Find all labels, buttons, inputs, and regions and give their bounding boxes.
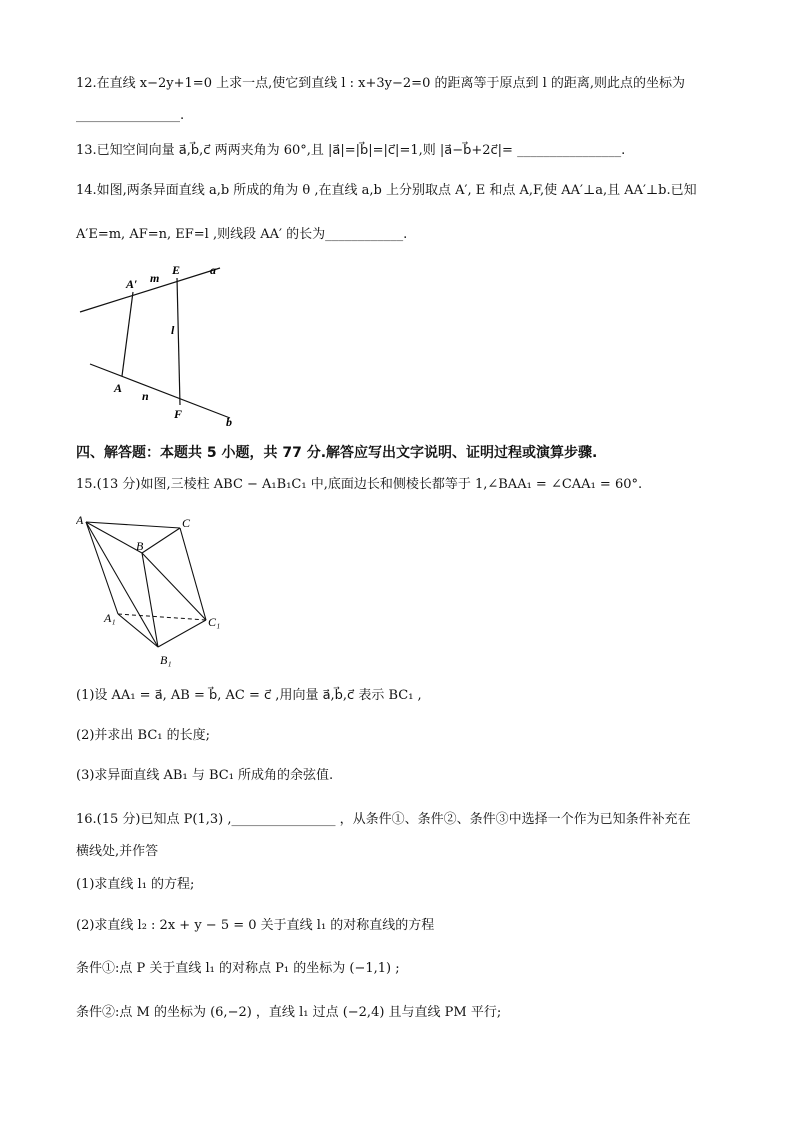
label-A: A	[76, 513, 84, 527]
segment-AA-prime	[122, 292, 133, 376]
q15-line1: 15.(13 分)如图,三棱柱 ABC − A₁B₁C₁ 中,底面边长和侧棱长都等于 1,∠BAA₁ = ∠CAA₁ = 60°.	[76, 477, 643, 492]
label-b: b	[226, 415, 232, 428]
edge-B1C1	[158, 620, 206, 647]
q15-part1: (1)设 AA₁ = a⃗, AB = b⃗, AC = c⃗ ,用向量 a⃗,b⃗,c⃗ 表示 BC₁ ,	[76, 688, 422, 703]
q12-line2: ________________.	[76, 108, 185, 123]
edge-AA1	[86, 522, 118, 614]
edge-BC	[142, 528, 180, 553]
edge-A1C1-dashed	[118, 614, 206, 620]
label-l: l	[171, 323, 175, 337]
q15-part2: (2)并求出 BC₁ 的长度;	[76, 728, 211, 743]
label-B: B	[136, 539, 144, 553]
q16-line2: 横线处,并作答	[76, 844, 159, 859]
label-C1: C₁	[208, 615, 221, 629]
q16-part2: (2)求直线 l₂ : 2x + y − 5 = 0 关于直线 l₁ 的对称直线的方程	[76, 918, 435, 933]
section4-heading: 四、解答题：本题共 5 小题，共 77 分.解答应写出文字说明、证明过程或演算步骤.	[76, 445, 598, 461]
q16-part1: (1)求直线 l₁ 的方程;	[76, 877, 195, 892]
label-A-prime: A′	[126, 277, 138, 291]
label-m: m	[150, 271, 160, 285]
edge-A1B1	[118, 614, 158, 647]
q16-line1: 16.(15 分)已知点 P(1,3) ,________________ ，从条件①、条件②、条件③中选择一个作为已知条件补充在	[76, 812, 691, 827]
q16-cond2: 条件②:点 M 的坐标为 (6,−2) ，直线 l₁ 过点 (−2,4) 且与直线 PM 平行;	[76, 1005, 502, 1020]
label-F: F	[174, 407, 183, 421]
q12-line1: 12.在直线 x−2y+1=0 上求一点,使它到直线 l : x+3y−2=0 的距离等于原点到 l 的距离,则此点的坐标为	[76, 76, 686, 91]
label-A: A	[114, 381, 123, 395]
q14-figure	[76, 258, 256, 428]
label-A1: A₁	[104, 611, 116, 625]
label-B1: B₁	[160, 653, 172, 667]
q15-part3: (3)求异面直线 AB₁ 与 BC₁ 所成角的余弦值.	[76, 768, 334, 783]
line-b	[90, 364, 230, 418]
q15-figure	[76, 510, 236, 670]
label-n: n	[142, 389, 149, 403]
q13-line1: 13.已知空间向量 a⃗,b⃗,c⃗ 两两夹角为 60°,且 |a⃗|=|b⃗|=|c⃗|=1,则 |a⃗−b⃗+2c⃗|= ________________.	[76, 143, 626, 158]
q14-line2: A′E=m, AF=n, EF=l ,则线段 AA′ 的长为____________.	[76, 227, 408, 242]
q16-cond1: 条件①:点 P 关于直线 l₁ 的对称点 P₁ 的坐标为 (−1,1) ;	[76, 961, 400, 976]
label-a: a	[210, 263, 216, 277]
label-C: C	[182, 516, 191, 530]
label-E: E	[172, 263, 181, 277]
segment-EF	[177, 278, 180, 405]
edge-AC	[86, 522, 180, 528]
q14-line1: 14.如图,两条异面直线 a,b 所成的角为 θ ,在直线 a,b 上分别取点 A′, E 和点 A,F,使 AA′⊥a,且 AA′⊥b.已知	[76, 183, 697, 198]
